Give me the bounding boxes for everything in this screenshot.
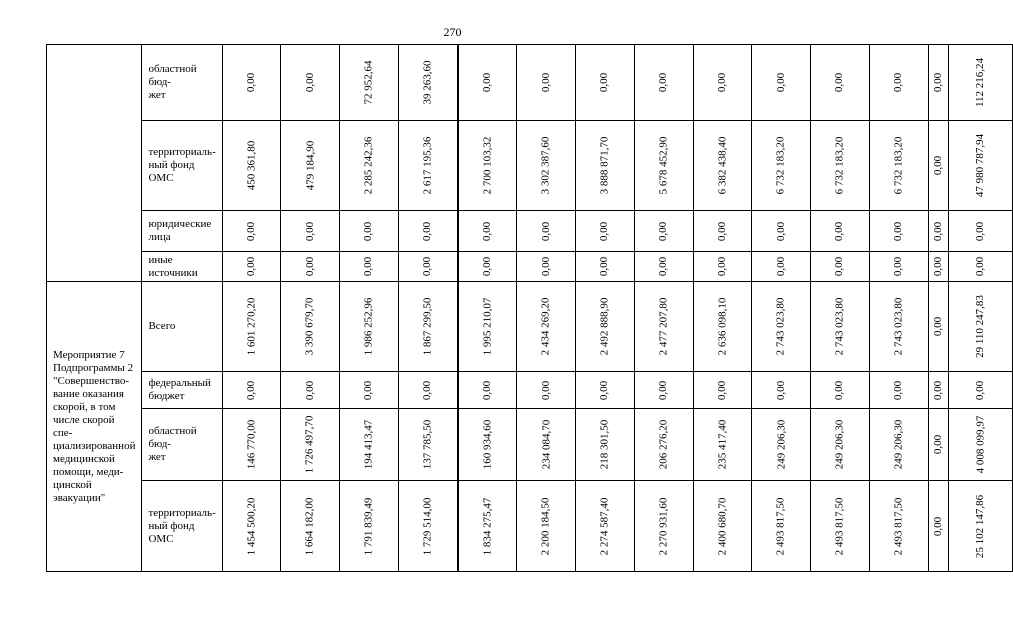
cell-value: 235 417,40 — [716, 419, 729, 470]
cell-value: 2 493 817,50 — [892, 497, 905, 555]
cell-value: 1 791 839,49 — [362, 497, 375, 555]
value-cell — [693, 282, 752, 372]
value-cell — [869, 372, 928, 409]
cell-value: 2 434 269,20 — [539, 297, 552, 356]
cell-value: 2 400 680,70 — [716, 497, 729, 555]
cell-value: 0,00 — [539, 380, 552, 400]
value-cell — [576, 45, 635, 121]
cell-value: 2 274 587,40 — [598, 497, 611, 555]
measure-label — [47, 45, 142, 282]
cell-value: 0,00 — [892, 221, 905, 241]
value-cell — [811, 409, 870, 481]
value-cell — [752, 372, 811, 409]
value-cell — [869, 481, 928, 572]
value-cell — [752, 211, 811, 252]
value-cell — [281, 211, 340, 252]
value-cell — [458, 372, 517, 409]
value-cell — [222, 121, 281, 211]
funding-source: территориаль- ный фонд ОМС — [142, 481, 222, 572]
table-row — [47, 282, 1013, 372]
cell-value: 0,00 — [421, 221, 434, 241]
cell-value: 6 732 183,20 — [833, 136, 846, 195]
value-cell — [517, 481, 576, 572]
value-cell — [340, 211, 399, 252]
table-row — [47, 481, 1013, 572]
cell-value: 0,00 — [931, 516, 944, 536]
value-cell — [398, 282, 457, 372]
cell-value: 0,00 — [716, 72, 729, 93]
cell-value: 4 008 099,97 — [974, 415, 987, 474]
value-cell — [693, 481, 752, 572]
cell-value: 0,00 — [245, 256, 258, 277]
value-cell — [928, 121, 948, 211]
value-cell — [811, 121, 870, 211]
cell-value: 0,00 — [303, 256, 316, 277]
cell-value: 0,00 — [245, 221, 258, 241]
value-cell — [928, 481, 948, 572]
cell-value: 72 952,64 — [362, 60, 375, 105]
value-cell — [576, 252, 635, 282]
cell-value: 29 110 247,83 — [974, 295, 987, 358]
cell-value: 450 361,80 — [245, 140, 258, 191]
cell-value: 1 729 514,00 — [421, 497, 434, 555]
cell-value: 206 276,20 — [657, 419, 670, 470]
cell-value: 0,00 — [774, 221, 787, 241]
value-cell — [222, 282, 281, 372]
cell-value: 0,00 — [716, 256, 729, 277]
value-cell — [398, 211, 457, 252]
value-cell — [576, 372, 635, 409]
value-cell — [222, 372, 281, 409]
value-cell — [693, 372, 752, 409]
cell-value: 0,00 — [303, 72, 316, 93]
value-cell — [634, 121, 693, 211]
table-row — [47, 409, 1013, 481]
cell-value: 0,00 — [303, 221, 316, 241]
value-cell — [948, 121, 1012, 211]
value-cell — [634, 481, 693, 572]
cell-value: 0,00 — [974, 380, 987, 400]
cell-value: 6 732 183,20 — [892, 136, 905, 195]
table-row — [47, 211, 1013, 252]
value-cell — [693, 252, 752, 282]
value-cell — [869, 252, 928, 282]
cell-value: 218 301,50 — [598, 419, 611, 470]
value-cell — [693, 121, 752, 211]
cell-value: 1 664 182,00 — [303, 497, 316, 555]
value-cell — [869, 45, 928, 121]
value-cell — [693, 409, 752, 481]
cell-value: 0,00 — [833, 380, 846, 400]
cell-value: 0,00 — [833, 72, 846, 93]
cell-value: 1 601 270,20 — [245, 297, 258, 356]
value-cell — [811, 282, 870, 372]
cell-value: 0,00 — [774, 380, 787, 400]
cell-value: 0,00 — [931, 155, 944, 176]
value-cell — [948, 282, 1012, 372]
funding-source: Всего — [142, 282, 222, 372]
cell-value: 1 986 252,96 — [362, 297, 375, 356]
value-cell — [928, 372, 948, 409]
cell-value: 1 834 275,47 — [481, 497, 494, 555]
cell-value: 2 492 888,90 — [598, 297, 611, 356]
value-cell — [222, 45, 281, 121]
cell-value: 3 390 679,70 — [303, 297, 316, 356]
value-cell — [398, 252, 457, 282]
measure-label: Мероприятие 7 Подпрограммы 2 "Совершенство- вание оказания скорой, в том числе скорой спе- циализированной медицинской помощи, меди- цинской эвакуации" — [47, 282, 142, 572]
value-cell — [281, 372, 340, 409]
budget-table — [46, 44, 1013, 572]
value-cell — [576, 409, 635, 481]
cell-value: 0,00 — [892, 256, 905, 277]
cell-value: 194 413,47 — [362, 419, 375, 470]
cell-value: 0,00 — [931, 380, 944, 400]
value-cell — [398, 121, 457, 211]
value-cell — [928, 45, 948, 121]
table-row — [47, 252, 1013, 282]
cell-value: 2 493 817,50 — [774, 497, 787, 555]
cell-value: 0,00 — [245, 72, 258, 93]
cell-value: 146 770,00 — [245, 419, 258, 470]
value-cell — [752, 45, 811, 121]
cell-value: 0,00 — [974, 221, 987, 241]
cell-value: 0,00 — [931, 221, 944, 241]
cell-value: 0,00 — [481, 72, 494, 93]
value-cell — [811, 211, 870, 252]
cell-value: 1 726 497,70 — [303, 415, 316, 474]
cell-value: 0,00 — [931, 434, 944, 455]
value-cell — [398, 372, 457, 409]
value-cell — [458, 481, 517, 572]
cell-value: 2 700 103,32 — [481, 136, 494, 195]
value-cell — [948, 409, 1012, 481]
cell-value: 1 995 210,07 — [481, 297, 494, 356]
value-cell — [340, 409, 399, 481]
value-cell — [948, 45, 1012, 121]
value-cell — [340, 45, 399, 121]
value-cell — [458, 45, 517, 121]
cell-value: 0,00 — [598, 221, 611, 241]
value-cell — [928, 252, 948, 282]
cell-value: 0,00 — [657, 72, 670, 93]
cell-value: 2 743 023,80 — [774, 297, 787, 356]
value-cell — [634, 372, 693, 409]
cell-value: 0,00 — [833, 256, 846, 277]
value-cell — [869, 409, 928, 481]
value-cell — [517, 282, 576, 372]
value-cell — [576, 282, 635, 372]
cell-value: 0,00 — [892, 72, 905, 93]
value-cell — [811, 252, 870, 282]
funding-source: юридические лица — [142, 211, 222, 252]
value-cell — [340, 282, 399, 372]
cell-value: 0,00 — [362, 221, 375, 241]
funding-source: иные источники — [142, 252, 222, 282]
value-cell — [948, 252, 1012, 282]
value-cell — [398, 409, 457, 481]
cell-value: 6 732 183,20 — [774, 136, 787, 195]
cell-value: 0,00 — [598, 380, 611, 400]
value-cell — [458, 121, 517, 211]
cell-value: 2 270 931,60 — [657, 497, 670, 555]
value-cell — [693, 211, 752, 252]
value-cell — [576, 211, 635, 252]
cell-value: 0,00 — [716, 380, 729, 400]
value-cell — [222, 211, 281, 252]
value-cell — [634, 282, 693, 372]
value-cell — [752, 252, 811, 282]
funding-source: федеральный бюджет — [142, 372, 222, 409]
value-cell — [458, 252, 517, 282]
cell-value: 0,00 — [421, 380, 434, 400]
value-cell — [517, 409, 576, 481]
value-cell — [576, 121, 635, 211]
cell-value: 0,00 — [303, 380, 316, 400]
value-cell — [634, 211, 693, 252]
cell-value: 0,00 — [931, 72, 944, 93]
funding-source: областной бюд- жет — [142, 409, 222, 481]
value-cell — [340, 372, 399, 409]
cell-value: 0,00 — [716, 221, 729, 241]
value-cell — [517, 121, 576, 211]
value-cell — [458, 282, 517, 372]
cell-value: 2 617 195,36 — [421, 136, 434, 195]
cell-value: 0,00 — [657, 256, 670, 277]
cell-value: 0,00 — [481, 221, 494, 241]
value-cell — [340, 252, 399, 282]
cell-value: 39 263,60 — [421, 60, 434, 105]
cell-value: 0,00 — [774, 256, 787, 277]
cell-value: 0,00 — [833, 221, 846, 241]
cell-value: 160 934,60 — [481, 419, 494, 470]
cell-value: 3 302 387,60 — [539, 136, 552, 195]
value-cell — [517, 45, 576, 121]
cell-value: 2 743 023,80 — [833, 297, 846, 356]
value-cell — [398, 481, 457, 572]
value-cell — [752, 409, 811, 481]
value-cell — [634, 45, 693, 121]
value-cell — [928, 409, 948, 481]
cell-value: 6 382 438,40 — [716, 136, 729, 195]
cell-value: 0,00 — [657, 221, 670, 241]
table-row — [47, 45, 1013, 121]
funding-source: территориаль- ный фонд ОМС — [142, 121, 222, 211]
table-row — [47, 372, 1013, 409]
value-cell — [811, 372, 870, 409]
value-cell — [281, 409, 340, 481]
value-cell — [517, 372, 576, 409]
table-row — [47, 121, 1013, 211]
cell-value: 0,00 — [481, 256, 494, 277]
cell-value: 249 206,30 — [774, 419, 787, 470]
value-cell — [281, 252, 340, 282]
cell-value: 0,00 — [598, 256, 611, 277]
cell-value: 2 493 817,50 — [833, 497, 846, 555]
cell-value: 0,00 — [931, 316, 944, 337]
value-cell — [928, 211, 948, 252]
cell-value: 0,00 — [362, 380, 375, 400]
value-cell — [458, 211, 517, 252]
cell-value: 0,00 — [892, 380, 905, 400]
cell-value: 1 454 500,20 — [245, 497, 258, 555]
value-cell — [948, 481, 1012, 572]
cell-value: 3 888 871,70 — [598, 136, 611, 195]
cell-value: 1 867 299,50 — [421, 297, 434, 356]
value-cell — [869, 282, 928, 372]
cell-value: 0,00 — [539, 72, 552, 93]
cell-value: 0,00 — [539, 221, 552, 241]
value-cell — [634, 252, 693, 282]
cell-value: 479 184,90 — [303, 140, 316, 191]
value-cell — [634, 409, 693, 481]
value-cell — [340, 121, 399, 211]
funding-source: областной бюд- жет — [142, 45, 222, 121]
value-cell — [398, 45, 457, 121]
page-number: 270 — [443, 25, 462, 39]
value-cell — [281, 121, 340, 211]
cell-value: 25 102 147,86 — [974, 494, 987, 558]
value-cell — [948, 211, 1012, 252]
value-cell — [222, 481, 281, 572]
value-cell — [752, 481, 811, 572]
cell-value: 0,00 — [974, 256, 987, 277]
value-cell — [517, 252, 576, 282]
cell-value: 137 785,50 — [421, 419, 434, 470]
cell-value: 0,00 — [481, 380, 494, 400]
value-cell — [811, 481, 870, 572]
value-cell — [222, 409, 281, 481]
value-cell — [811, 45, 870, 121]
value-cell — [869, 121, 928, 211]
cell-value: 2 743 023,80 — [892, 297, 905, 356]
value-cell — [948, 372, 1012, 409]
cell-value: 2 636 098,10 — [716, 297, 729, 356]
value-cell — [340, 481, 399, 572]
cell-value: 249 206,30 — [833, 419, 846, 470]
value-cell — [752, 121, 811, 211]
value-cell — [281, 481, 340, 572]
value-cell — [222, 252, 281, 282]
value-cell — [458, 409, 517, 481]
cell-value: 112 216,24 — [974, 57, 987, 108]
value-cell — [281, 282, 340, 372]
cell-value: 0,00 — [598, 72, 611, 93]
value-cell — [517, 211, 576, 252]
cell-value: 0,00 — [421, 256, 434, 277]
value-cell — [869, 211, 928, 252]
cell-value: 0,00 — [931, 256, 944, 277]
cell-value: 0,00 — [774, 72, 787, 93]
cell-value: 2 477 207,80 — [657, 297, 670, 356]
cell-value: 2 200 184,50 — [539, 497, 552, 555]
value-cell — [281, 45, 340, 121]
cell-value: 2 285 242,36 — [362, 136, 375, 195]
cell-value: 0,00 — [245, 380, 258, 400]
value-cell — [693, 45, 752, 121]
cell-value: 234 084,70 — [539, 419, 552, 470]
value-cell — [928, 282, 948, 372]
cell-value: 47 980 787,94 — [974, 133, 987, 198]
value-cell — [752, 282, 811, 372]
cell-value: 0,00 — [657, 380, 670, 400]
cell-value: 0,00 — [539, 256, 552, 277]
value-cell — [576, 481, 635, 572]
cell-value: 249 206,30 — [892, 419, 905, 470]
cell-value: 0,00 — [362, 256, 375, 277]
cell-value: 5 678 452,90 — [657, 136, 670, 195]
